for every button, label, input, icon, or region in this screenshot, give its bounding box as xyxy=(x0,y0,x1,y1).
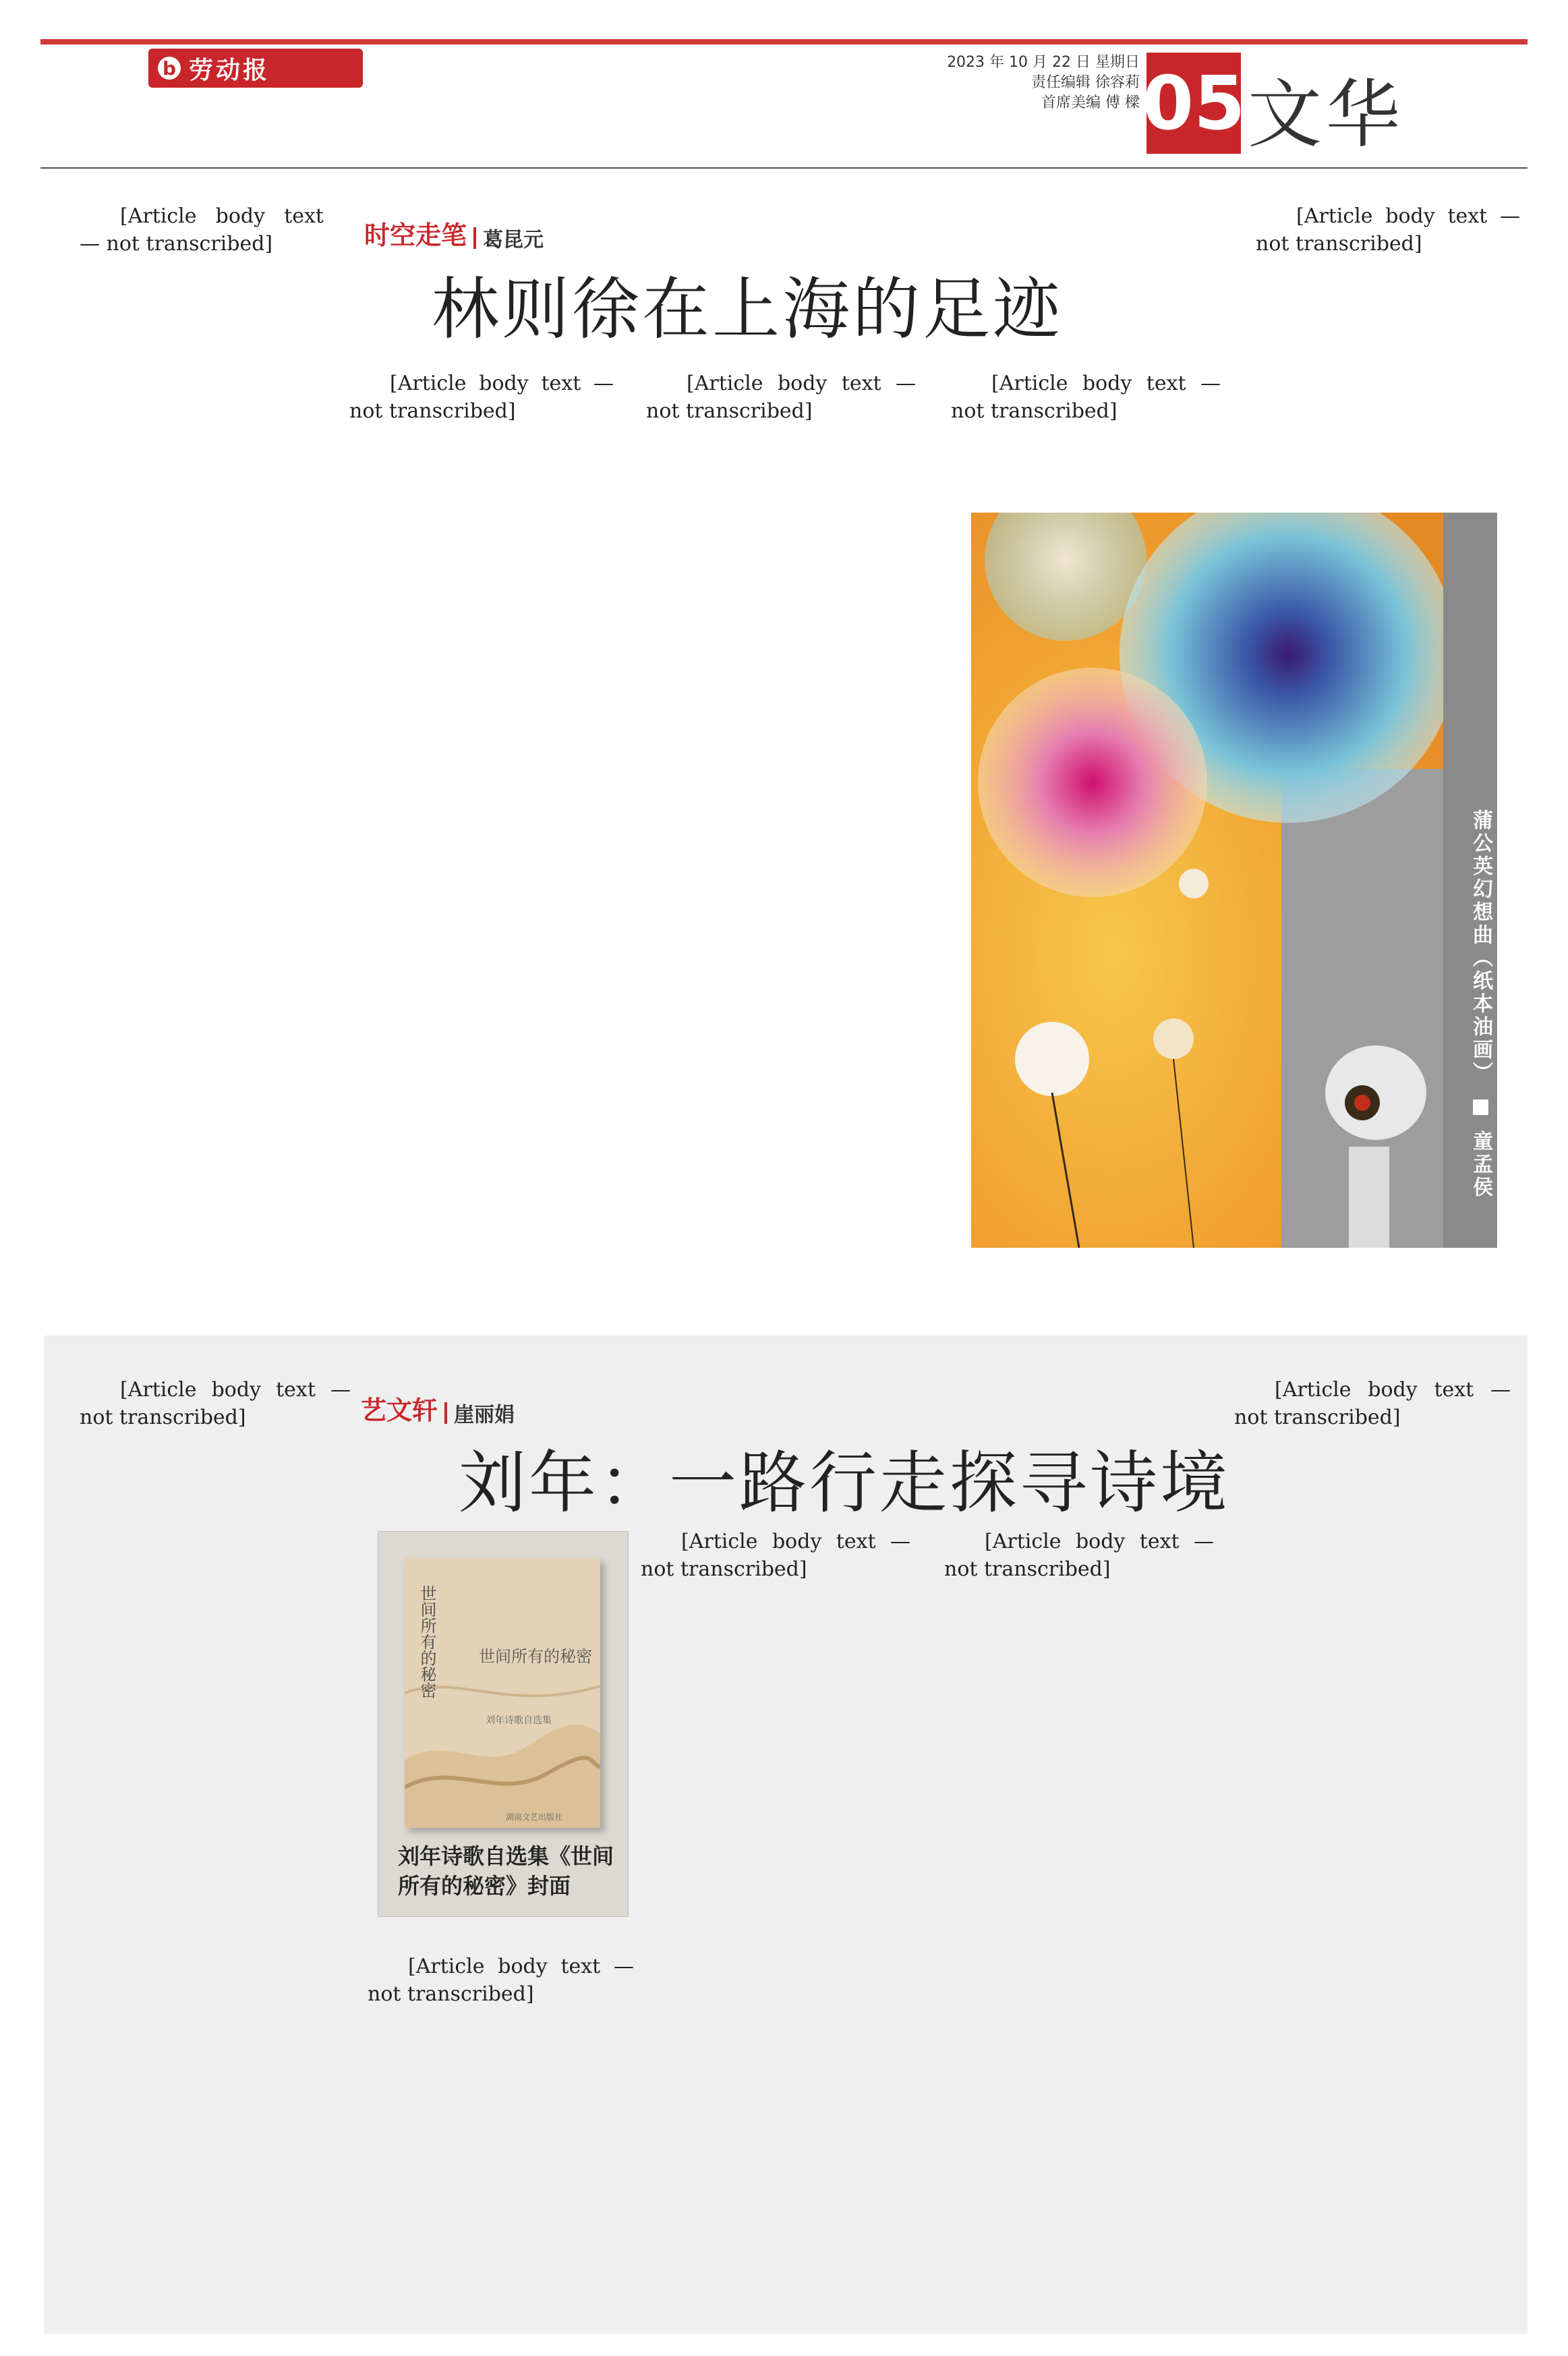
paragraph: [Article body text — not transcribed] xyxy=(349,372,614,423)
article1-column-5 xyxy=(1256,202,1520,486)
article2-column-1 xyxy=(80,1376,351,2334)
paragraph: [Article body text — not transcribed] xyxy=(80,1378,351,1429)
article1-column-name: 时空走笔 xyxy=(364,220,467,250)
section-name: 文华 xyxy=(1248,71,1404,158)
painting-art xyxy=(971,513,1443,1248)
issue-date: 2023 年 10 月 22 日 星期日 xyxy=(947,54,1140,71)
article1-headline: 林则徐在上海的足迹 xyxy=(432,270,1063,349)
paragraph: [Article body text — not transcribed] xyxy=(641,1530,910,1581)
header-divider xyxy=(40,167,1528,169)
book-cover-title: 世间所有的秘密 xyxy=(479,1647,592,1666)
article2-column-2 xyxy=(368,1953,634,2330)
logo-mark-icon: b xyxy=(158,57,181,80)
book-cover xyxy=(405,1558,600,1828)
article1-column-1 xyxy=(80,202,324,1244)
book-publisher: 湖南文艺出版社 xyxy=(506,1812,563,1822)
article2-kicker xyxy=(361,1389,515,1428)
figure-body xyxy=(1349,1147,1389,1248)
paragraph: [Article body text — not transcribed] xyxy=(368,1955,634,2006)
article2-column-4 xyxy=(944,1528,1214,2330)
article2-column-5 xyxy=(1234,1376,1511,2334)
editor-credit: 责任编辑 徐容莉 xyxy=(1031,74,1140,91)
paragraph: [Article body text — not transcribed] xyxy=(1256,204,1520,256)
flower-burst xyxy=(978,668,1207,897)
paragraph: [Article body text — not transcribed] xyxy=(80,204,324,256)
figure-eye xyxy=(1354,1095,1370,1111)
designer-credit: 首席美编 傅 樑 xyxy=(1041,94,1140,111)
kicker-divider xyxy=(473,227,476,249)
book-cover-vertical-title: 世间所有的秘密 xyxy=(417,1585,436,1698)
paragraph: [Article body text — not transcribed] xyxy=(951,372,1221,423)
article2-headline: 刘年：一路行走探寻诗境 xyxy=(459,1443,1230,1522)
kicker-divider xyxy=(444,1402,447,1424)
paragraph: [Article body text — not transcribed] xyxy=(944,1530,1214,1581)
logo-name: 劳动报 xyxy=(189,55,270,84)
dandelion-puff xyxy=(1179,869,1209,898)
book-caption: 刘年诗歌自选集《世间所有的秘密》封面 xyxy=(398,1843,614,1899)
article1-kicker xyxy=(364,214,544,253)
painting-caption: 蒲公英幻想曲（纸本油画） ■ 童孟侯 xyxy=(1469,809,1492,1199)
article1-column-4 xyxy=(951,370,1221,491)
article1-column-2 xyxy=(349,370,614,1246)
dateline xyxy=(924,53,1140,113)
article2-author: 崖丽娟 xyxy=(454,1403,515,1427)
dandelion-painting xyxy=(971,513,1443,1248)
newspaper-logo xyxy=(148,49,363,88)
dandelion-puff xyxy=(1153,1018,1194,1059)
paragraph: [Article body text — not transcribed] xyxy=(646,372,916,423)
section-number: 05 xyxy=(1146,53,1241,154)
top-rule xyxy=(40,39,1528,45)
article2-column-name: 艺文轩 xyxy=(361,1395,438,1425)
article1-author: 葛昆元 xyxy=(483,228,544,252)
dandelion-puff xyxy=(1015,1022,1089,1096)
paragraph: [Article body text — not transcribed] xyxy=(1234,1378,1511,1429)
book-cover-subtitle: 刘年诗歌自选集 xyxy=(486,1715,552,1726)
article1-column-3 xyxy=(646,370,916,1246)
article2-column-3 xyxy=(641,1528,910,2330)
